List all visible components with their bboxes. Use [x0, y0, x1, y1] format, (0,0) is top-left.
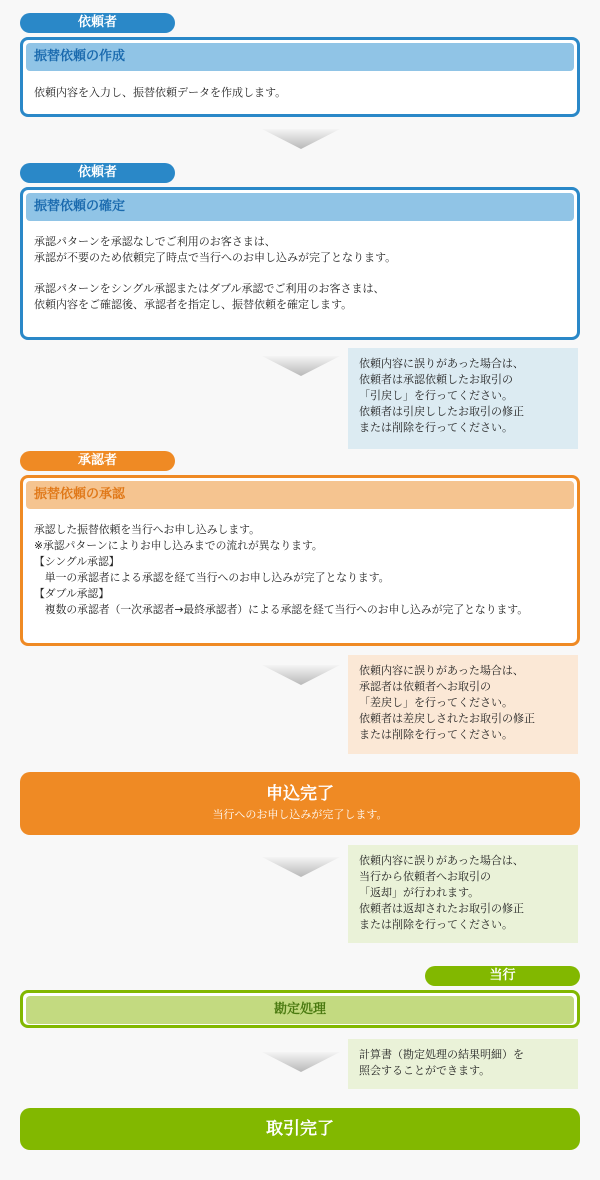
step-description-create-request: 依頼内容を入力し、振替依頼データを作成します。 [34, 86, 287, 99]
step-description-confirm-request-1: 承認パターンを承認なしでご利用のお客さまは、 承認が不要のため依頼完了時点で当行へのお申し込みが完了となります。 [34, 235, 397, 264]
down-arrow-icon [262, 857, 340, 877]
note-statement: 計算書（勘定処理の結果明細）を 照会することができます。 [348, 1039, 578, 1089]
step-application-complete [20, 772, 580, 835]
role-badge-requester-1: 依頼者 [20, 13, 175, 33]
down-arrow-icon [262, 665, 340, 685]
step-box-create-request [20, 37, 580, 117]
step-box-accounting [20, 990, 580, 1028]
step-box-confirm-request [20, 187, 580, 340]
down-arrow-icon [262, 356, 340, 376]
note-recall: 依頼内容に誤りがあった場合は、 依頼者は承認依頼したお取引の 「引戻し」を行ってください。 依頼者は引戻ししたお取引の修正 または削除を行ってください。 [348, 348, 578, 449]
note-send-back: 依頼内容に誤りがあった場合は、 承認者は依頼者へお取引の 「差戻し」を行ってください。 依頼者は差戻しされたお取引の修正 または削除を行ってください。 [348, 655, 578, 754]
note-return: 依頼内容に誤りがあった場合は、 当行から依頼者へお取引の 「返却」が行われます。 依頼者は返却されたお取引の修正 または削除を行ってください。 [348, 845, 578, 943]
step-box-approve-request [20, 475, 580, 646]
step-title-approve-request: 振替依頼の承認 [26, 481, 574, 509]
step-transaction-complete [20, 1108, 580, 1150]
step-description-approve-request: 承認した振替依頼を当行へお申し込みします。 ※承認パターンによりお申し込みまでの流れが異なります。 【シングル承認】 単一の承認者による承認を経て当行へのお申し込みが完了となります。 【ダブル承認】 複数の承認者（一次承認者→最終承認者）による承認を経て当行へのお申し込みが完了となります。 [34, 523, 529, 616]
step-title-application-complete: 申込完了 [266, 784, 334, 804]
step-description-confirm-request-2: 承認パターンをシングル承認またはダブル承認でご利用のお客さまは、 依頼内容をご確認後、承認者を指定し、振替依頼を確定します。 [34, 282, 385, 311]
step-description-application-complete: 当行へのお申し込みが完了します。 [212, 808, 388, 821]
role-badge-bank: 当行 [425, 966, 580, 986]
step-title-confirm-request: 振替依頼の確定 [26, 193, 574, 221]
step-title-create-request: 振替依頼の作成 [26, 43, 574, 71]
step-title-accounting: 勘定処理 [26, 996, 574, 1024]
step-title-transaction-complete: 取引完了 [266, 1119, 334, 1139]
role-badge-requester-2: 依頼者 [20, 163, 175, 183]
down-arrow-icon [262, 129, 340, 149]
down-arrow-icon [262, 1052, 340, 1072]
role-badge-approver: 承認者 [20, 451, 175, 471]
